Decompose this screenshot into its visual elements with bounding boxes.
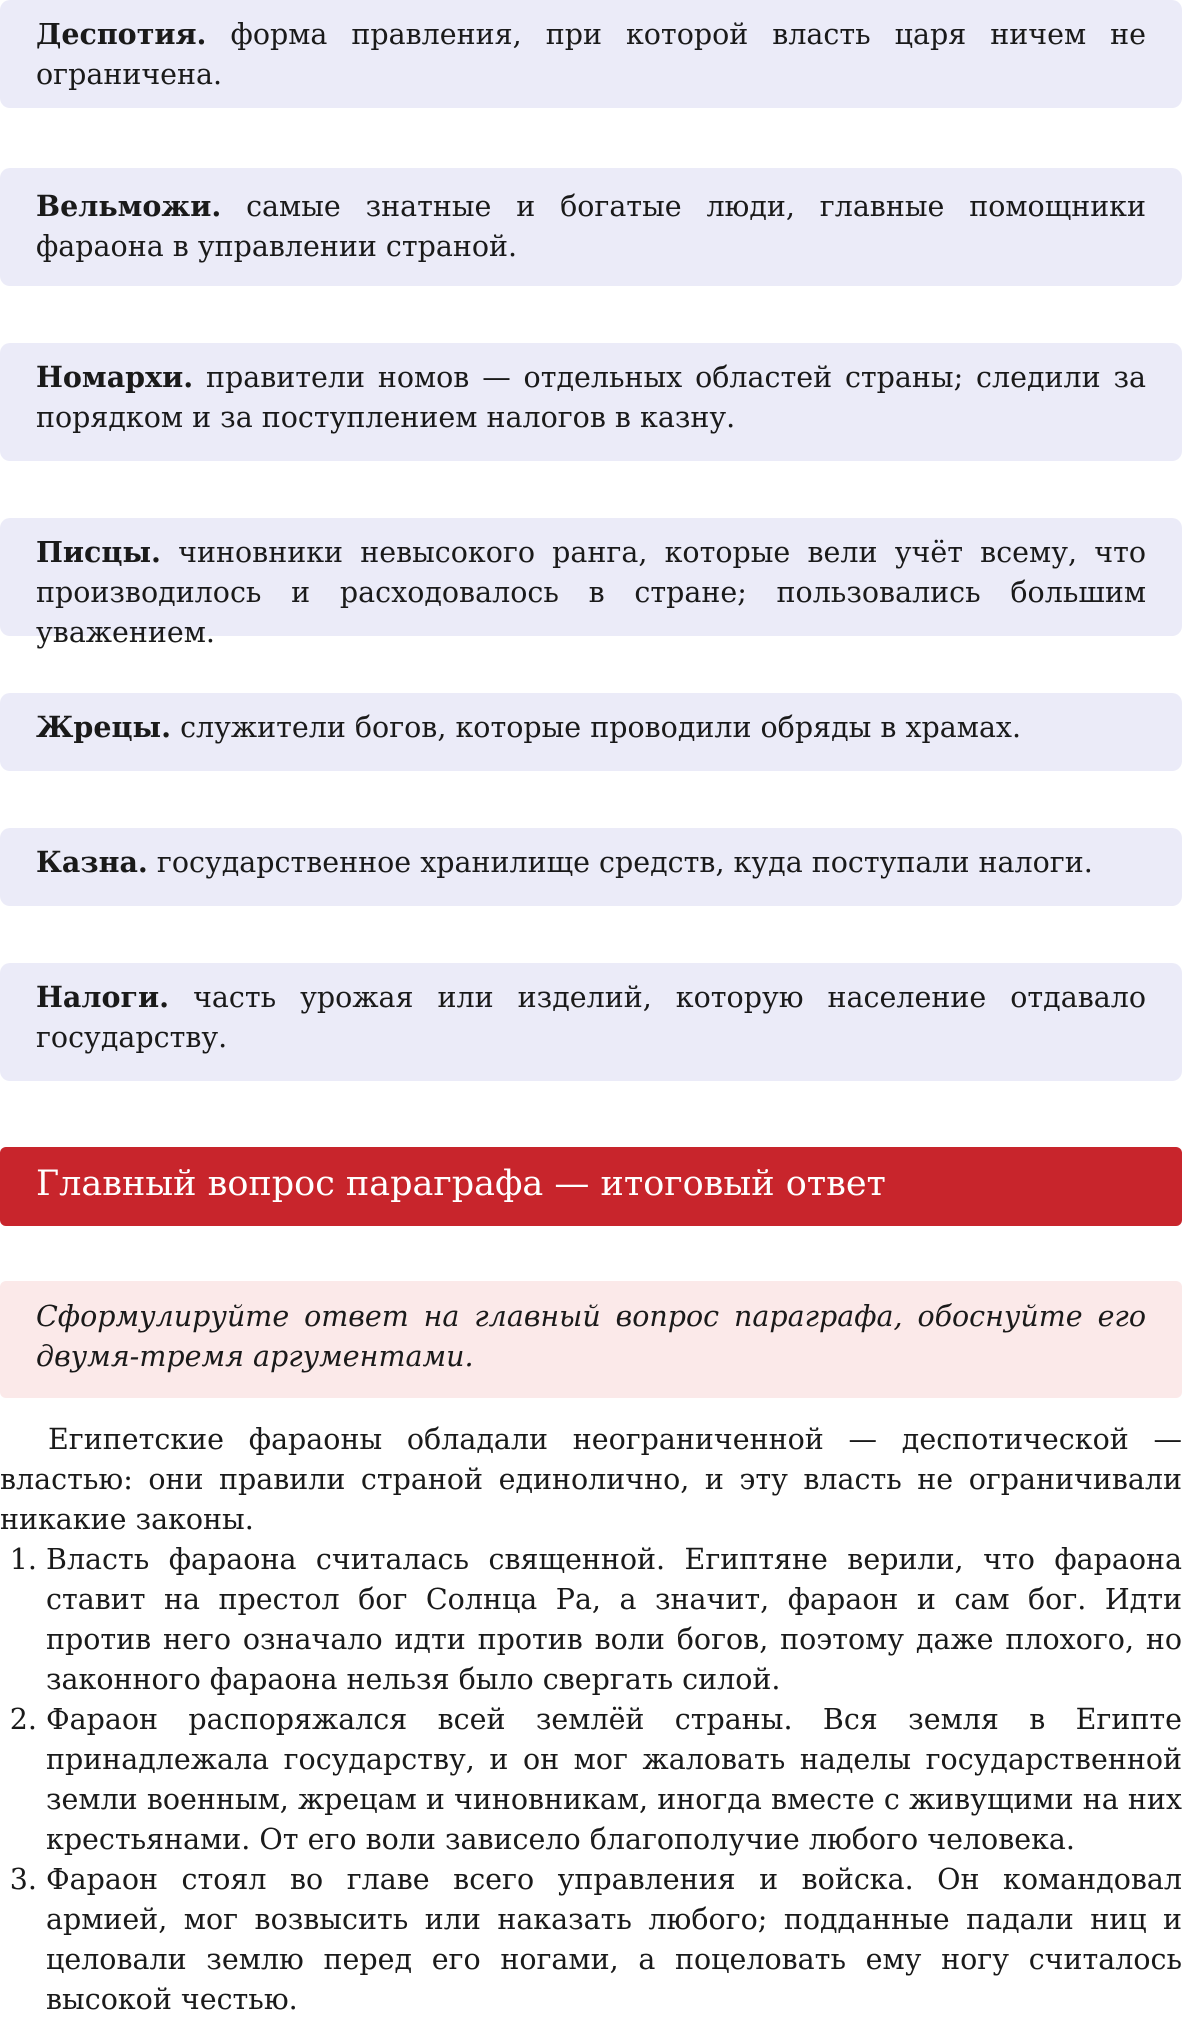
term-title: Налоги.: [36, 980, 170, 1014]
term-title: Казна.: [36, 845, 148, 879]
term-definition: самые знатные и богатые люди, главные помощники фараона в управлении страной.: [36, 190, 1146, 263]
term-card-priests: [0, 693, 1182, 771]
term-card-treasury: [0, 828, 1182, 906]
term-title: Жрецы.: [36, 710, 171, 744]
term-card-despotism: [0, 0, 1182, 108]
argument-item: 1. Власть фараона считалась священной. Египтяне верили, что фараона ставит на престол бог Солнца Ра, а значит, фараон и сам бог. Идти против него означало идти против воли богов, поэтому даже плохого, но законного фараона нельзя было свергать силой.: [46, 1540, 1182, 1700]
term-title: Деспотия.: [36, 17, 207, 51]
term-title: Номархи.: [36, 360, 194, 394]
term-definition: чиновники невысокого ранга, которые вели учёт всему, что производилось и расходовалось в стране; пользовались большим уважением.: [36, 536, 1147, 649]
term-definition: служители богов, которые проводили обряды в храмах.: [180, 711, 1022, 744]
term-card-nobles: [0, 168, 1182, 286]
answer-block: [0, 1420, 1182, 2020]
term-card-taxes: [0, 963, 1182, 1081]
argument-list: [0, 1540, 1182, 2020]
argument-item: 3. Фараон стоял во главе всего управления и войска. Он командовал армией, мог возвысить или наказать любого; подданные падали ниц и целовали землю перед его ногами, а поцеловать ему ногу считалось высокой честью.: [46, 1860, 1182, 2020]
term-definition: правители номов — отдельных областей страны; следили за порядком и за поступлением налогов в казну.: [36, 361, 1146, 434]
answer-intro: Египетские фараоны обладали неограниченной — деспотической — властью: они правили страной единолично, и эту власть не ограничивали никакие законы.: [0, 1423, 1182, 1536]
term-title: Писцы.: [36, 535, 161, 569]
argument-item: 2. Фараон распоряжался всей землёй страны. Вся земля в Египте принадлежала государству, и он мог жаловать наделы государственной земли военным, жрецам и чиновникам, иногда вместе с живущими на них крестьянами. От его воли зависело благополучие любого человека.: [46, 1700, 1182, 1860]
term-card-scribes: [0, 518, 1182, 649]
term-card-nomarchs: [0, 343, 1182, 461]
term-definition: часть урожая или изделий, которую население отдавало государству.: [36, 981, 1146, 1054]
term-definition: государственное хранилище средств, куда поступали налоги.: [156, 846, 1093, 879]
task-box: Сформулируйте ответ на главный вопрос параграфа, обоснуйте его двумя-тремя аргументами.: [0, 1281, 1182, 1398]
section-title: Главный вопрос параграфа — итоговый ответ: [0, 1147, 1182, 1226]
term-title: Вельможи.: [36, 189, 222, 223]
term-definition: форма правления, при которой власть царя ничем не ограничена.: [36, 18, 1147, 91]
